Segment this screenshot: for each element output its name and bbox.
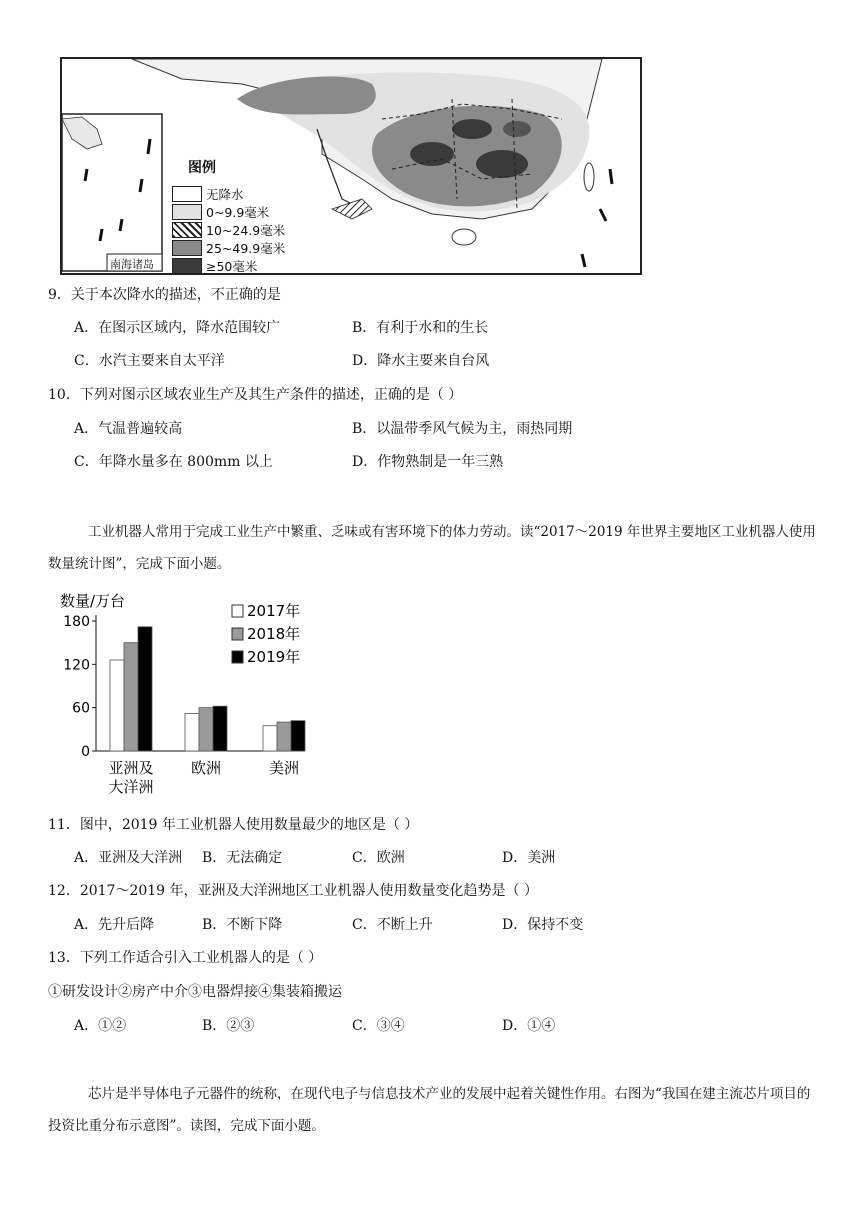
x-category-label: 美洲 (268, 759, 300, 777)
legend-row (172, 201, 269, 218)
legend-swatch-2017年 (232, 605, 243, 617)
q13-option-a[interactable]: A．①② (74, 1018, 127, 1034)
bar-2019年-美洲 (291, 721, 305, 751)
legend-row (172, 183, 244, 200)
hainan-island (452, 229, 476, 245)
robot-chart-svg (60, 588, 320, 803)
q9-option-b[interactable]: B．有利于水和的生长 (352, 320, 489, 336)
q10-option-a[interactable]: A．气温普遍较高 (74, 421, 183, 437)
zone-heavy-4 (503, 121, 531, 137)
q11-option-d[interactable]: D．美洲 (502, 850, 556, 866)
legend-label-2019年: 2019年 (247, 648, 301, 666)
y-tick-label: 120 (63, 657, 90, 674)
q10-option-c[interactable]: C．年降水量多在 800mm 以上 (74, 454, 273, 470)
zone-heavy-2 (452, 119, 492, 139)
legend-title: 图例 (188, 160, 216, 176)
q13-option-d[interactable]: D．①④ (502, 1018, 556, 1034)
legend-row (172, 219, 285, 236)
bar-2018年-美洲 (277, 722, 291, 751)
q12-option-a[interactable]: A．先升后降 (74, 917, 155, 933)
inset-label: 南海诸岛 (110, 258, 154, 271)
robot-chart (60, 588, 320, 803)
map-graphic (62, 59, 640, 273)
legend-swatch-2018年 (232, 628, 243, 640)
q10-stem: 10．下列对图示区域农业生产及其生产条件的描述，正确的是（ ） (48, 387, 463, 403)
legend-swatch (172, 204, 202, 220)
legend-label: 无降水 (206, 186, 244, 202)
legend-label-2017年: 2017年 (247, 602, 301, 620)
legend-label: 0~9.9毫米 (206, 204, 270, 220)
taiwan-island (584, 163, 594, 191)
q9-option-d[interactable]: D．降水主要来自台风 (352, 353, 490, 369)
q12-option-b[interactable]: B．不断下降 (202, 917, 283, 933)
q9-option-c[interactable]: C．水汽主要来自太平洋 (74, 353, 225, 369)
q13-option-b[interactable]: B．②③ (202, 1018, 255, 1034)
q10-option-b[interactable]: B．以温带季风气候为主，雨热同期 (352, 421, 573, 437)
y-tick-label: 0 (81, 744, 90, 760)
q9-stem: 9．关于本次降水的描述，不正确的是 (48, 287, 281, 303)
y-axis-label: 数量/万台 (60, 592, 126, 610)
q11-option-a[interactable]: A．亚洲及大洋洲 (74, 850, 183, 866)
q12-stem: 12．2017～2019 年，亚洲及大洋洲地区工业机器人使用数量变化趋势是（ ） (48, 883, 538, 899)
legend-swatch-2019年 (232, 651, 243, 663)
x-category-label: 亚洲及 (108, 759, 154, 777)
precipitation-map (60, 57, 642, 275)
y-tick-label: 60 (72, 700, 90, 717)
legend-swatch (172, 258, 202, 274)
legend-swatch (172, 240, 202, 256)
bar-2017年-亚洲及大洋洲 (110, 660, 124, 751)
x-category-label: 欧洲 (190, 759, 222, 777)
zone-heavy-3 (476, 150, 528, 178)
q13-option-c[interactable]: C．③④ (352, 1018, 405, 1034)
intro-robots: 工业机器人常用于完成工业生产中繁重、乏味或有害环境下的体力劳动。读“2017～2019 年世界主要地区工业机器人使用数量统计图”，完成下面小题。 (48, 524, 816, 572)
q12-option-d[interactable]: D．保持不变 (502, 917, 584, 933)
legend-label: 25~49.9毫米 (206, 240, 286, 256)
legend-row (172, 255, 257, 272)
bar-2018年-亚洲及大洋洲 (124, 643, 138, 751)
q11-stem: 11．图中，2019 年工业机器人使用数量最少的地区是（ ） (48, 817, 419, 833)
q10-option-d[interactable]: D．作物熟制是一年三熟 (352, 454, 504, 470)
bar-2019年-欧洲 (213, 706, 227, 751)
q11-option-b[interactable]: B．无法确定 (202, 850, 283, 866)
zone-hatched (332, 199, 372, 219)
x-category-label: 大洋洲 (108, 778, 154, 796)
q12-option-c[interactable]: C．不断上升 (352, 917, 433, 933)
q13-items: ①研发设计②房产中介③电器焊接④集装箱搬运 (48, 984, 342, 1000)
q13-stem: 13．下列工作适合引入工业机器人的是（ ） (48, 950, 323, 966)
zone-heavy-1 (410, 142, 454, 166)
bar-2017年-欧洲 (185, 713, 199, 751)
q11-option-c[interactable]: C．欧洲 (352, 850, 405, 866)
intro-chips: 芯片是半导体电子元器件的统称，在现代电子与信息技术产业的发展中起着关键性作用。右图为“我国在建主流芯片项目的投资比重分布示意图”。读图，完成下面小题。 (48, 1086, 811, 1134)
bar-2018年-欧洲 (199, 708, 213, 751)
legend-swatch (172, 222, 202, 238)
legend-label-2018年: 2018年 (247, 625, 301, 643)
legend-label: 10~24.9毫米 (206, 222, 286, 238)
legend-label: ≥50毫米 (206, 258, 258, 274)
q9-option-a[interactable]: A．在图示区域内，降水范围较广 (74, 320, 281, 336)
bar-2017年-美洲 (263, 726, 277, 751)
legend-row (172, 237, 285, 254)
legend-swatch (172, 186, 202, 202)
y-tick-label: 180 (63, 614, 90, 630)
bar-2019年-亚洲及大洋洲 (138, 627, 152, 751)
